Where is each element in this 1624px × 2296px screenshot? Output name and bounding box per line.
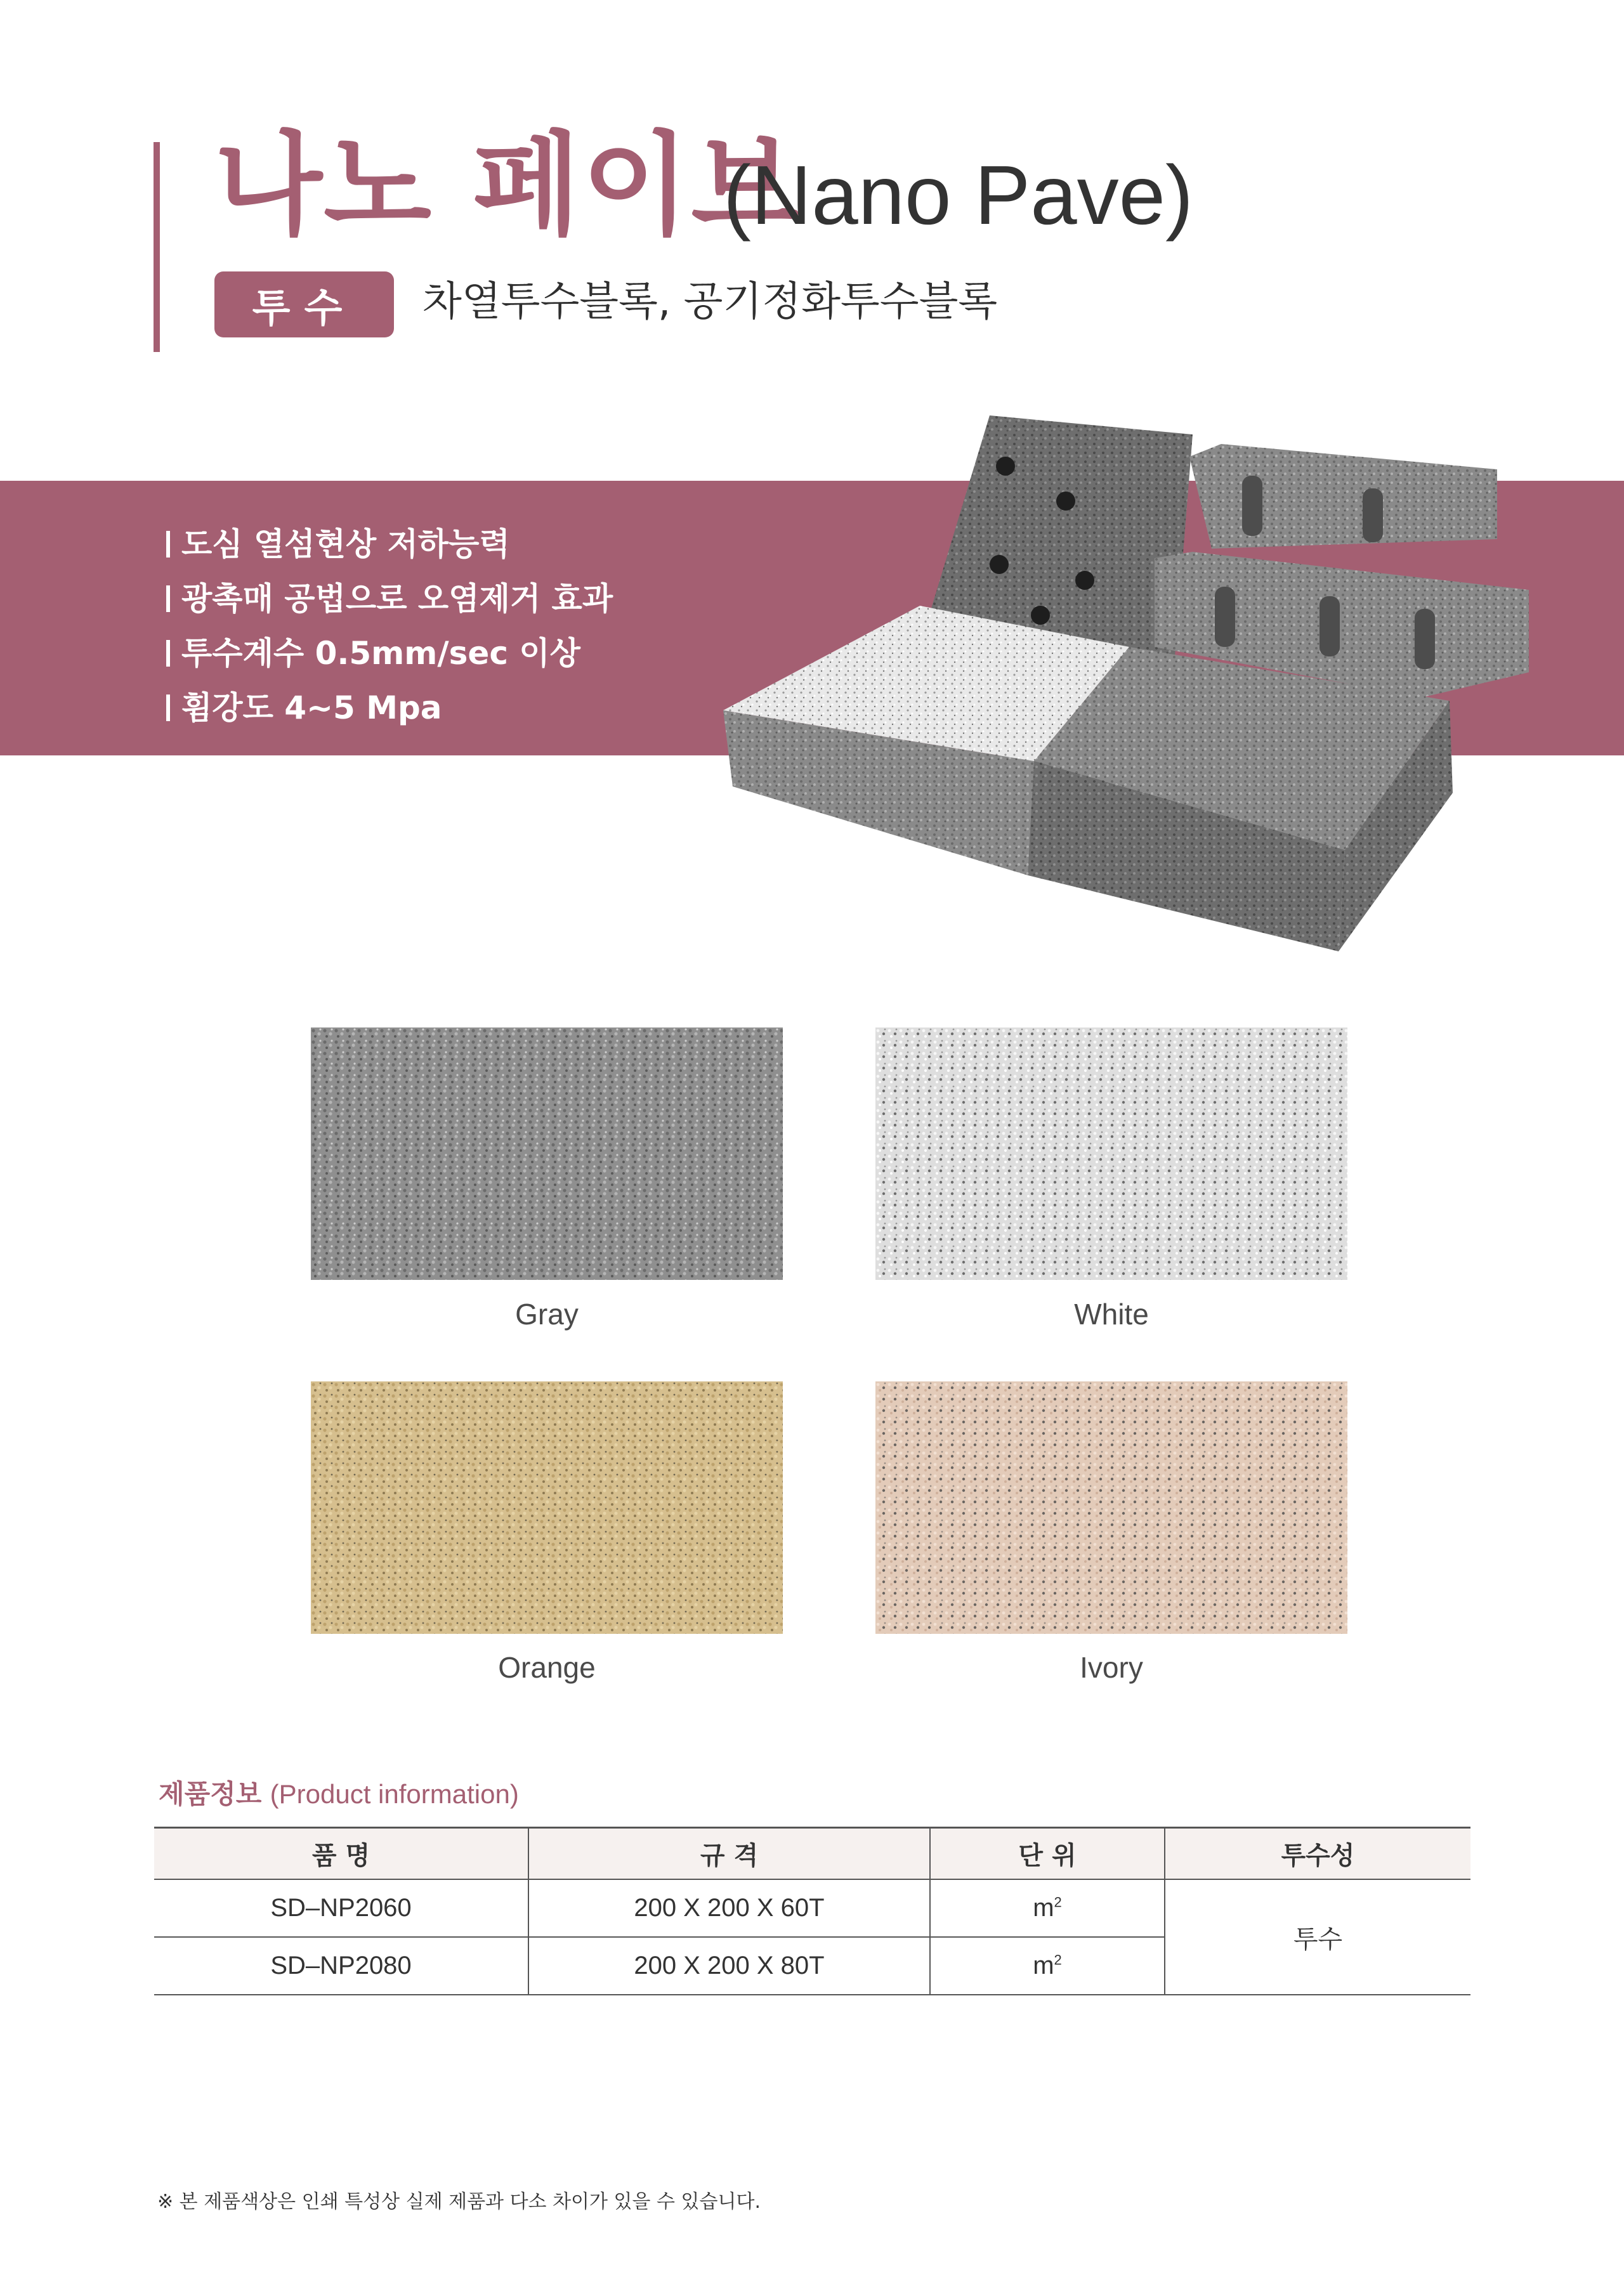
page-subtitle: 차열투수블록, 공기정화투수블록 <box>422 278 998 325</box>
footnote: ※ 본 제품색상은 인쇄 특성상 실제 제품과 다소 차이가 있을 수 있습니다. <box>157 2191 761 2213</box>
column-header-spec: 규 격 <box>528 1828 930 1880</box>
spec-table <box>154 1827 1470 1995</box>
feature-item: 휨강도 4~5 Mpa <box>166 681 613 735</box>
feature-item: 광촉매 공법으로 오염제거 효과 <box>166 571 613 626</box>
product-spec-cell: 200 X 200 X 60T <box>528 1879 930 1937</box>
product-info-heading-en: (Product information) <box>270 1779 519 1809</box>
permeability-cell: 투수 <box>1165 1879 1470 1995</box>
product-name-cell: SD–NP2080 <box>154 1937 528 1995</box>
product-name-cell: SD–NP2060 <box>154 1879 528 1937</box>
orange-swatch-image <box>311 1381 783 1634</box>
bullet-bar-icon <box>166 640 170 667</box>
feature-item: 투수계수 0.5mm/sec 이상 <box>166 626 613 681</box>
column-header-unit: 단 위 <box>930 1828 1165 1880</box>
bullet-bar-icon <box>166 695 170 721</box>
product-info-heading-ko: 제품정보 <box>159 1778 262 1810</box>
swatch-label-white: White <box>1074 1298 1149 1331</box>
title-accent-bar <box>154 142 160 352</box>
bullet-bar-icon <box>166 585 170 612</box>
page-title: 나노 페이브 <box>214 121 801 251</box>
feature-list <box>166 517 613 735</box>
product-spec-cell: 200 X 200 X 80T <box>528 1937 930 1995</box>
column-header-permeability: 투수성 <box>1165 1828 1470 1880</box>
white-swatch-image <box>875 1027 1347 1280</box>
swatch-label-gray: Gray <box>515 1298 579 1331</box>
ivory-swatch-image <box>875 1381 1347 1634</box>
product-blocks-image <box>710 406 1561 964</box>
category-badge: 투수 <box>214 271 394 337</box>
product-unit-cell: $m^2$ <box>930 1879 1165 1937</box>
swatch-label-ivory: Ivory <box>1080 1651 1143 1684</box>
product-unit-cell: $m^2$ <box>930 1937 1165 1995</box>
product-info-heading <box>159 1773 519 1811</box>
bullet-bar-icon <box>166 531 170 558</box>
feature-item: 도심 열섬현상 저하능력 <box>166 517 613 571</box>
page-title-english: (Nano Pave) <box>723 148 1194 242</box>
swatch-label-orange: Orange <box>498 1651 596 1684</box>
gray-swatch-image <box>311 1027 783 1280</box>
table-row <box>154 1879 1470 1937</box>
column-header-name: 품 명 <box>154 1828 528 1880</box>
table-header-row <box>154 1828 1470 1880</box>
